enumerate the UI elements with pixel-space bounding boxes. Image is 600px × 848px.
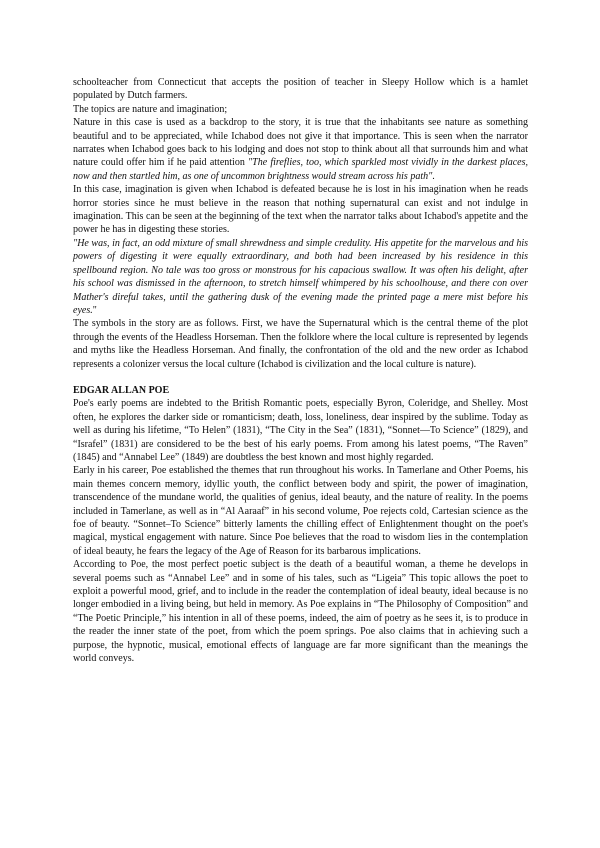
appetite-quote: "He was, in fact, an odd mixture of small shrewdness and simple credulity. His appetite for the marvelous and his powers of digesting it were equally extraordinary, and both had been increased by his residence in this spellbound region. No tale was too gross or monstrous for his capacious swallow. It was often his delight, after his school was dismissed in the afternoon, to stretch himself whimpered by his schoolhouse, and there con over Mather's direful takes, until the gathering dusk of the evening made the printed page a mere mist before his eyes.	[73, 237, 528, 316]
paragraph-poe-early-poems: Poe's early poems are indebted to the British Romantic poets, especially Byron, Coleridge, and Shelley. Most often, he explores the darker side or romanticism; death, loss, loneliness, dear inspired by the sublime. Today as well as during his lifetime, “To Helen” (1831), “The City in the Sea” (1831), “Sonnet—To Science” (1829), and “Israfel” (1831) are considered to be the best of his early poems. From among his latest poems, “The Raven” (1845) and “Annabel Lee” (1849) are doubtless the best known and most highly regarded.	[73, 398, 528, 463]
nature-end: .	[432, 170, 435, 182]
paragraph-quote	[73, 237, 528, 317]
paragraph-symbols: The symbols in the story are as follows. First, we have the Supernatural which is the central theme of the plot through the events of the Headless Horseman. Then the folklore where the local culture is represented by legends and myths like the Headless Horseman. And finally, the confrontation of the old and the new order as Ichabod represents a colonizer versus the local culture (Ichabod is civilization and the local culture is nature).	[73, 318, 528, 370]
paragraph-nature	[73, 116, 528, 183]
paragraph-poe-poetic-subject: According to Poe, the most perfect poetic subject is the death of a beautiful woman, a theme he develops in several poems such as “Annabel Lee” and in some of his tales, such as “Ligeia” This topic allows the poet to exploit a powerful mood, grief, and to include in the reader the contemplation of ideal beauty, ideal because is no longer embodied in a living being, but held in memory. As Poe explains in “The Philosophy of Composition” and “The Poetic Principle,” his intention in all of these poems, indeed, the aim of poetry as he sees it, is to produce in the reader the inner state of the poet, from which the poem springs. Poe also claims that in achieving such a purpose, the hypnotic, musical, emotional effects of language are far more significant than the meanings the world conveys.	[73, 559, 528, 665]
fireflies-quote: "The fireflies, too, which sparkled most vividly in the darkest places, now and then startled him, as one of uncommon brightness would stream across his path"	[73, 157, 529, 182]
paragraph-imagination: In this case, imagination is given when Ichabod is defeated because he is lost in his imagination when he reads horror stories since he must believe in the reason that nothing supernatural can exist and not indulge in imagination. This can be seen at the beginning of the text when the narrator talks about Ichabod's appetite and the power he has in digesting these stories.	[73, 184, 528, 236]
section-heading-poe: EDGAR ALLAN POE	[73, 384, 170, 396]
appetite-quote-end: "	[92, 304, 97, 316]
paragraph-topics: The topics are nature and imagination;	[73, 103, 228, 115]
paragraph-intro-continuation: schoolteacher from Connecticut that accepts the position of teacher in Sleepy Hollow which is a hamlet populated by Dutch farmers.	[73, 77, 528, 102]
paragraph-poe-themes: Early in his career, Poe established the themes that run throughout his works. In Tamerlane and Other Poems, his main themes concern memory, idyllic youth, the conflict between body and spirit, the power of imagination, transcendence of the mundane world, the qualities of genius, ideal beauty, and the nature of reality. In the poems included in Tamerlane, as well as in “Al Aaraaf” in his second volume, Poe rejects cold, Cartesian science as the foe of beauty. “Sonnet–To Science” bitterly laments the chilling effect of Enlightenment thought on the poet's magical, mystical engagement with nature. Since Poe believes that the road to wisdom lies in the contemplation of ideal beauty, he fears the legacy of the Age of Reason for its barbarous implications.	[73, 465, 528, 557]
document-page	[73, 76, 528, 665]
nature-text: Nature in this case is used as a backdrop to the story, it is true that the inhabitants see nature as something beautiful and to be appreciated, while Ichabod does not give it that importance. This is seen when the narrator narrates when Ichabod goes back to his lodging and does not stop to think about all that surrounds him and what nature could offer him if he paid attention	[73, 117, 528, 169]
